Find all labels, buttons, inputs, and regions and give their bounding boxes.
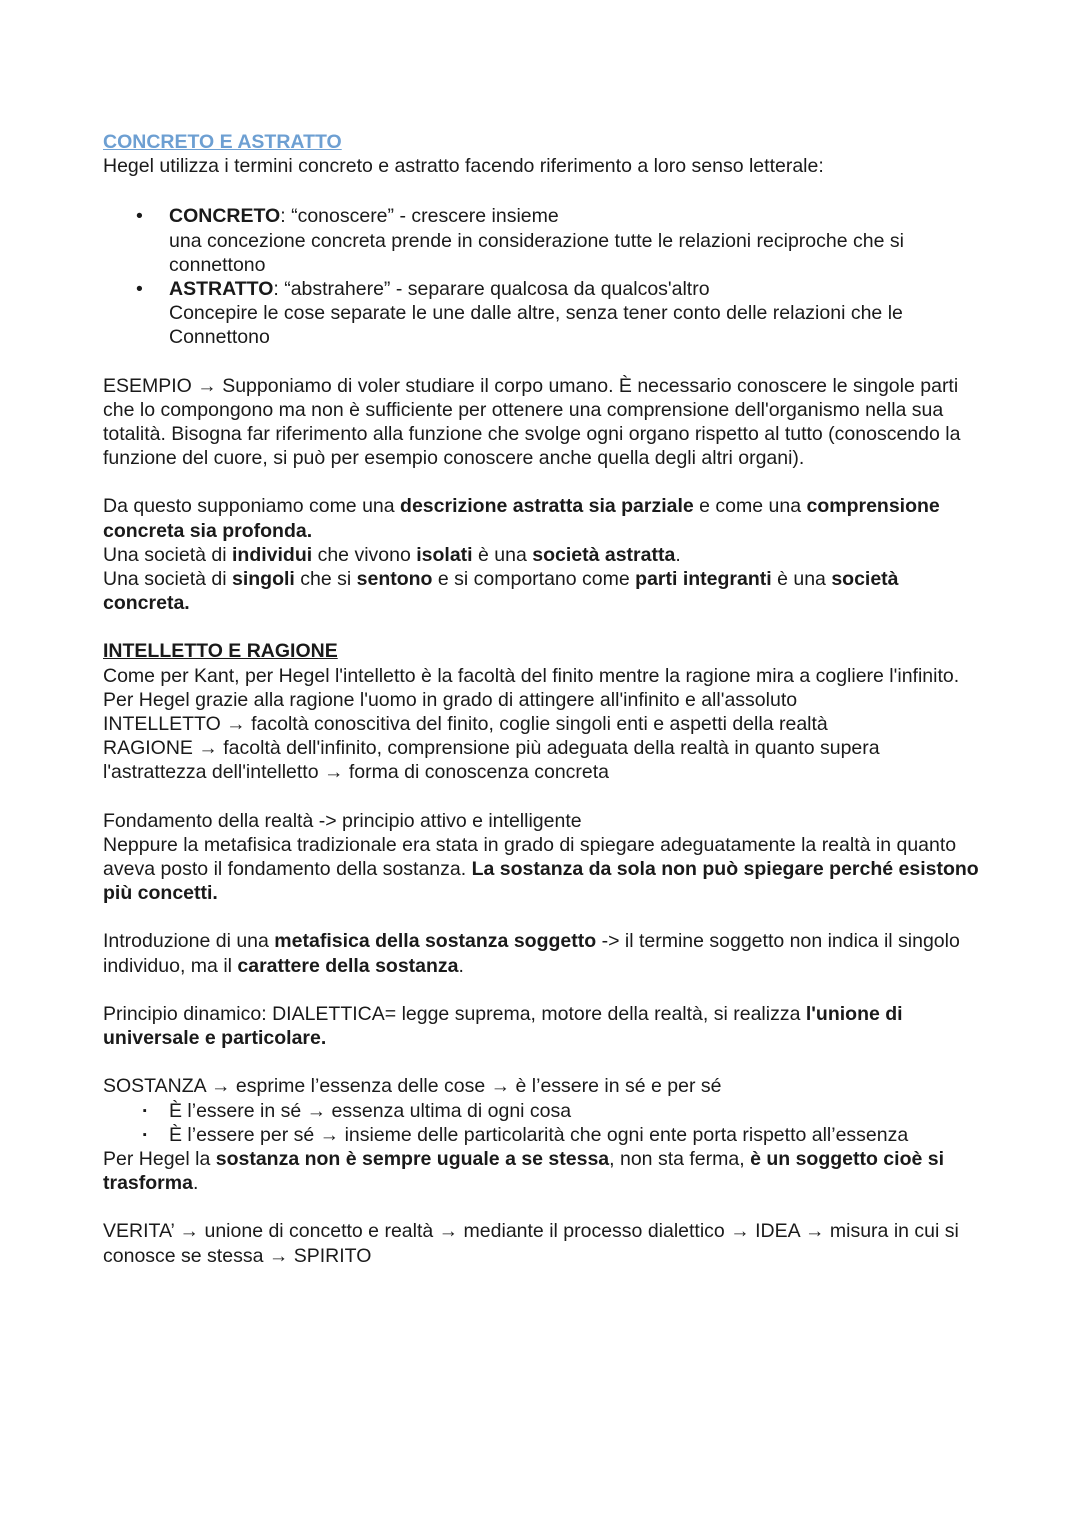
definitions-list bbox=[103, 204, 983, 349]
list-item-astratto: • ASTRATTO: “abstrahere” - separare qualcosa da qualcos'altro Concepire le cose separate le une dalle altre, senza tener conto delle relazioni che le Connettono bbox=[103, 277, 983, 350]
paragraph-sostanza: SOSTANZA → esprime l’essenza delle cose → è l’essere in sé e per sé bbox=[103, 1075, 722, 1098]
term-concreto: CONCRETO bbox=[169, 205, 281, 228]
paragraph-verita: VERITA’ → unione di concetto e realtà → mediante il processo dialettico → IDEA → misura in cui si conosce se stessa → SPIRITO bbox=[103, 1220, 959, 1267]
paragraph-sostanza-soggetto: Introduzione di una metafisica della sostanza soggetto -> il termine soggetto non indica il singolo individuo, ma il carattere della sostanza. bbox=[103, 930, 960, 977]
document-body bbox=[103, 130, 983, 1268]
paragraph-intelletto: INTELLETTO → facoltà conoscitiva del finito, coglie singoli enti e aspetti della realtà bbox=[103, 713, 828, 736]
term-astratto: ASTRATTO bbox=[169, 278, 274, 301]
definition-concreto: una concezione concreta prende in considerazione tutte le relazioni reciproche che si connettono bbox=[169, 229, 904, 276]
paragraph-sostanza-soggetto-trasforma: Per Hegel la sostanza non è sempre uguale a se stessa, non sta ferma, è un soggetto cioè si trasforma. bbox=[103, 1147, 945, 1195]
paragraph-metafisica-tradizionale: Neppure la metafisica tradizionale era stata in grado di spiegare adeguatamente la realtà in quanto aveva posto il fondamento della sostanza. La sostanza da sola non può spiegare perché esistono più concetti. bbox=[103, 833, 979, 905]
paragraph-ragione: RAGIONE → facoltà dell'infinito, comprensione più adeguata della realtà in quanto supera l'astrattezza dell'intelletto → forma di conoscenza concreta bbox=[103, 737, 880, 784]
paragraph-societa-astratta: Una società di individui che vivono isolati è una società astratta. bbox=[103, 543, 681, 566]
list-item: · È l’essere in sé → essenza ultima di ogni cosa bbox=[103, 1099, 983, 1123]
example-paragraph: ESEMPIO → Supponiamo di voler studiare il corpo umano. È necessario conoscere le singole parti che lo compongono ma non è sufficiente per ottenere una comprensione dell'organismo nella sua totalità. Bisogna far riferimento alla funzione che svolge ogni organo rispetto al tutto (conoscendo la funzione del cuore, si può per esempio conoscere anche quella degli altri organi). bbox=[103, 374, 961, 470]
definition-astratto: Concepire le cose separate le une dalle altre, senza tener conto delle relazioni che le Connettono bbox=[169, 302, 903, 349]
intro-paragraph: Hegel utilizza i termini concreto e astratto facendo riferimento a loro senso letterale: bbox=[103, 155, 824, 178]
paragraph-dialettica: Principio dinamico: DIALETTICA= legge suprema, motore della realtà, si realizza l'unione di universale e particolare. bbox=[103, 1002, 903, 1050]
paragraph-descrizione: Da questo supponiamo come una descrizione astratta sia parziale e come una comprensione concreta sia profonda. bbox=[103, 495, 940, 542]
sostanza-list bbox=[103, 1099, 983, 1147]
paragraph-societa-concreta: Una società di singoli che si sentono e si comportano come parti integranti è una società concreta. bbox=[103, 568, 899, 615]
section-title-intelletto-ragione: INTELLETTO E RAGIONE bbox=[103, 640, 338, 663]
list-item-concreto: • CONCRETO: “conoscere” - crescere insieme una concezione concreta prende in considerazione tutte le relazioni reciproche che si connettono bbox=[103, 204, 983, 277]
section-title-concreto-astratto: CONCRETO E ASTRATTO bbox=[103, 131, 342, 153]
paragraph-ragione-uomo: Per Hegel grazie alla ragione l'uomo in grado di attingere all'infinito e all'assoluto bbox=[103, 688, 798, 711]
list-item: · È l’essere per sé → insieme delle particolarità che ogni ente porta rispetto all’essenza bbox=[103, 1123, 983, 1147]
paragraph-fondamento: Fondamento della realtà -> principio attivo e intelligente bbox=[103, 809, 582, 832]
paragraph-kant: Come per Kant, per Hegel l'intelletto è la facoltà del finito mentre la ragione mira a cogliere l'infinito. bbox=[103, 664, 960, 687]
